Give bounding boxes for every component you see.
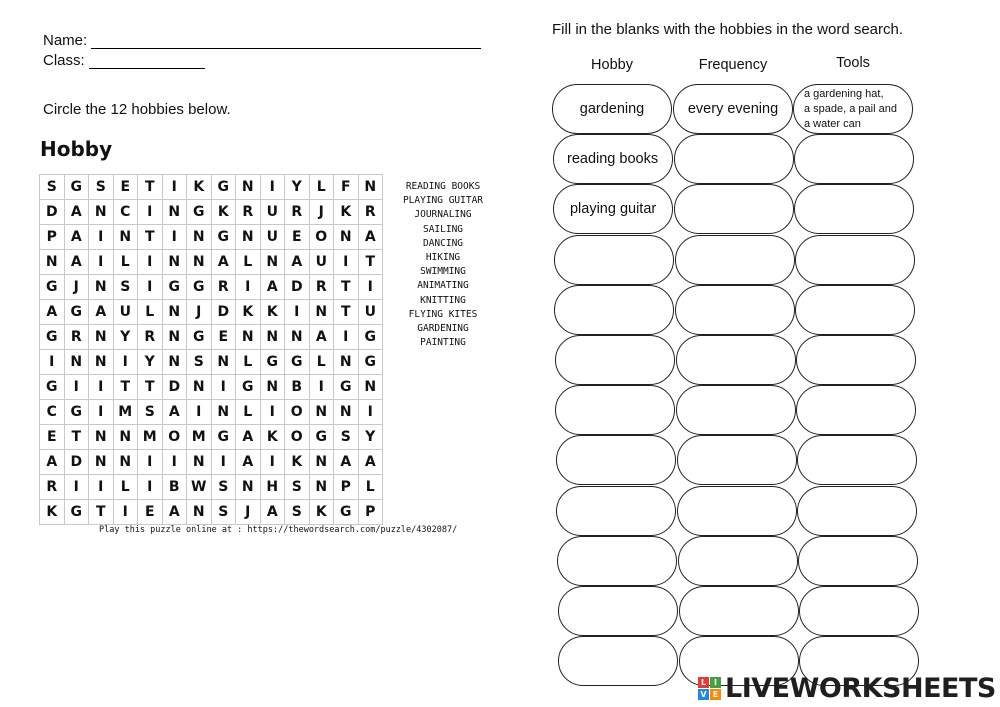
tools-field[interactable]: a gardening hat, a spade, a pail and a water can: [793, 84, 913, 134]
grid-cell[interactable]: U: [358, 300, 383, 325]
grid-cell[interactable]: I: [138, 475, 163, 500]
grid-row: [40, 250, 383, 275]
grid-cell[interactable]: A: [64, 200, 89, 225]
grid-cell[interactable]: I: [40, 350, 65, 375]
grid-cell[interactable]: L: [309, 350, 334, 375]
grid-cell[interactable]: L: [113, 250, 138, 275]
grid-cell[interactable]: N: [162, 300, 187, 325]
grid-cell[interactable]: D: [211, 300, 236, 325]
grid-cell[interactable]: U: [260, 225, 285, 250]
grid-cell[interactable]: N: [236, 325, 261, 350]
grid-cell[interactable]: F: [334, 175, 359, 200]
grid-cell[interactable]: K: [211, 200, 236, 225]
tools-field[interactable]: [794, 184, 914, 234]
grid-cell[interactable]: K: [334, 200, 359, 225]
grid-cell[interactable]: N: [162, 200, 187, 225]
grid-cell[interactable]: N: [113, 450, 138, 475]
grid-cell[interactable]: L: [309, 175, 334, 200]
grid-cell[interactable]: N: [358, 375, 383, 400]
grid-cell[interactable]: A: [358, 225, 383, 250]
grid-cell[interactable]: N: [260, 250, 285, 275]
grid-cell[interactable]: N: [334, 400, 359, 425]
frequency-field[interactable]: every evening: [673, 84, 793, 134]
frequency-field[interactable]: [676, 335, 796, 385]
grid-cell[interactable]: S: [285, 500, 310, 525]
grid-cell[interactable]: P: [334, 475, 359, 500]
grid-cell[interactable]: I: [187, 400, 212, 425]
logo-icon-tile: I: [710, 677, 721, 688]
word-search-grid: [39, 174, 383, 525]
tools-field[interactable]: [796, 385, 916, 435]
grid-cell[interactable]: L: [138, 300, 163, 325]
word-list-item: ANIMATING: [417, 280, 469, 292]
frequency-field[interactable]: [677, 486, 797, 536]
tools-field[interactable]: [795, 235, 915, 285]
grid-cell[interactable]: L: [113, 475, 138, 500]
grid-cell[interactable]: R: [309, 275, 334, 300]
grid-row: [40, 300, 383, 325]
grid-cell[interactable]: I: [138, 450, 163, 475]
grid-cell[interactable]: G: [260, 350, 285, 375]
grid-cell[interactable]: G: [162, 275, 187, 300]
grid-cell[interactable]: T: [89, 500, 114, 525]
grid-row: [40, 175, 383, 200]
grid-cell[interactable]: N: [162, 250, 187, 275]
liveworksheets-logo: [698, 671, 996, 705]
grid-cell[interactable]: P: [358, 500, 383, 525]
hobby-field[interactable]: [556, 435, 676, 485]
grid-cell[interactable]: T: [334, 275, 359, 300]
grid-row: [40, 450, 383, 475]
grid-cell[interactable]: J: [236, 500, 261, 525]
grid-cell[interactable]: N: [89, 450, 114, 475]
grid-cell[interactable]: T: [113, 375, 138, 400]
grid-cell[interactable]: I: [89, 400, 114, 425]
grid-cell[interactable]: Y: [358, 425, 383, 450]
grid-cell[interactable]: I: [113, 350, 138, 375]
column-header-frequency: Frequency: [698, 57, 768, 73]
grid-cell[interactable]: G: [187, 200, 212, 225]
grid-cell[interactable]: N: [89, 275, 114, 300]
grid-cell[interactable]: K: [260, 300, 285, 325]
grid-cell[interactable]: G: [64, 175, 89, 200]
grid-cell[interactable]: I: [89, 250, 114, 275]
grid-cell[interactable]: L: [236, 400, 261, 425]
word-list-item: HIKING: [425, 252, 461, 264]
grid-cell[interactable]: R: [358, 200, 383, 225]
grid-cell[interactable]: C: [113, 200, 138, 225]
tools-field[interactable]: [796, 335, 916, 385]
grid-cell[interactable]: G: [40, 375, 65, 400]
grid-cell[interactable]: A: [64, 225, 89, 250]
tools-field[interactable]: [798, 536, 918, 586]
frequency-field[interactable]: [675, 235, 795, 285]
grid-cell[interactable]: I: [162, 450, 187, 475]
grid-cell[interactable]: W: [187, 475, 212, 500]
hobby-field[interactable]: [558, 636, 678, 686]
grid-cell[interactable]: A: [309, 325, 334, 350]
grid-cell[interactable]: G: [187, 325, 212, 350]
grid-cell[interactable]: N: [334, 225, 359, 250]
grid-cell[interactable]: D: [40, 200, 65, 225]
grid-cell[interactable]: I: [113, 500, 138, 525]
grid-cell[interactable]: A: [236, 425, 261, 450]
grid-cell[interactable]: I: [138, 200, 163, 225]
grid-cell[interactable]: N: [187, 450, 212, 475]
grid-cell[interactable]: S: [211, 475, 236, 500]
word-list-item: PLAYING GUITAR: [402, 195, 484, 207]
grid-cell[interactable]: Y: [285, 175, 310, 200]
grid-cell[interactable]: R: [64, 325, 89, 350]
grid-cell[interactable]: I: [358, 275, 383, 300]
grid-cell[interactable]: I: [89, 475, 114, 500]
grid-cell[interactable]: A: [358, 450, 383, 475]
word-list-item: DANCING: [422, 237, 464, 249]
name-blank[interactable]: [91, 34, 481, 49]
grid-cell[interactable]: I: [334, 325, 359, 350]
circle-instruction: Circle the 12 hobbies below.: [43, 101, 231, 118]
grid-cell[interactable]: I: [211, 450, 236, 475]
grid-cell[interactable]: N: [358, 175, 383, 200]
grid-row: [40, 500, 383, 525]
grid-cell[interactable]: N: [187, 500, 212, 525]
grid-cell[interactable]: C: [40, 400, 65, 425]
grid-cell[interactable]: R: [211, 275, 236, 300]
frequency-field[interactable]: [679, 586, 799, 636]
grid-cell[interactable]: A: [40, 300, 65, 325]
column-header-tools: Tools: [836, 55, 870, 71]
hobby-field[interactable]: [555, 385, 675, 435]
grid-row: [40, 325, 383, 350]
grid-cell[interactable]: O: [285, 400, 310, 425]
frequency-field[interactable]: [678, 536, 798, 586]
grid-cell[interactable]: S: [89, 175, 114, 200]
grid-cell[interactable]: N: [211, 350, 236, 375]
grid-cell[interactable]: U: [113, 300, 138, 325]
grid-cell[interactable]: A: [162, 500, 187, 525]
grid-cell[interactable]: S: [138, 400, 163, 425]
grid-cell[interactable]: N: [187, 225, 212, 250]
grid-cell[interactable]: N: [211, 400, 236, 425]
grid-cell[interactable]: N: [334, 350, 359, 375]
grid-cell[interactable]: N: [89, 350, 114, 375]
grid-cell[interactable]: J: [187, 300, 212, 325]
word-list-item: SAILING: [422, 223, 464, 235]
grid-cell[interactable]: T: [64, 425, 89, 450]
grid-cell[interactable]: H: [260, 475, 285, 500]
tools-field[interactable]: [794, 134, 914, 184]
grid-cell[interactable]: T: [138, 375, 163, 400]
word-list: [397, 180, 489, 350]
grid-cell[interactable]: K: [309, 500, 334, 525]
grid-cell[interactable]: G: [40, 275, 65, 300]
grid-cell[interactable]: L: [236, 350, 261, 375]
class-blank[interactable]: [89, 54, 205, 69]
class-label: Class:: [43, 52, 85, 69]
grid-cell[interactable]: N: [162, 350, 187, 375]
grid-cell[interactable]: N: [236, 175, 261, 200]
hobby-field[interactable]: [555, 335, 675, 385]
grid-row: [40, 275, 383, 300]
puzzle-title: Hobby: [40, 137, 113, 161]
tools-field[interactable]: [799, 586, 919, 636]
grid-cell[interactable]: E: [113, 175, 138, 200]
grid-cell[interactable]: A: [162, 400, 187, 425]
grid-row: [40, 200, 383, 225]
hobby-field[interactable]: reading books: [553, 134, 673, 184]
grid-cell[interactable]: D: [64, 450, 89, 475]
grid-cell[interactable]: I: [138, 275, 163, 300]
name-row: [43, 32, 481, 49]
grid-cell[interactable]: N: [89, 425, 114, 450]
grid-cell[interactable]: R: [285, 200, 310, 225]
word-list-item: SWIMMING: [420, 266, 466, 278]
hobby-field[interactable]: [556, 486, 676, 536]
frequency-field[interactable]: [677, 435, 797, 485]
grid-cell[interactable]: A: [285, 250, 310, 275]
grid-cell[interactable]: A: [211, 250, 236, 275]
grid-row: [40, 350, 383, 375]
grid-cell[interactable]: N: [309, 475, 334, 500]
grid-cell[interactable]: G: [211, 225, 236, 250]
grid-cell[interactable]: G: [334, 500, 359, 525]
logo-icon-tile: L: [698, 677, 709, 688]
grid-cell[interactable]: I: [89, 375, 114, 400]
tools-field[interactable]: [797, 435, 917, 485]
grid-cell[interactable]: N: [285, 325, 310, 350]
hobby-field[interactable]: gardening: [552, 84, 672, 134]
name-label: Name:: [43, 32, 88, 49]
frequency-field[interactable]: [674, 134, 794, 184]
grid-row: [40, 475, 383, 500]
hobby-field[interactable]: [558, 586, 678, 636]
grid-cell[interactable]: G: [334, 375, 359, 400]
frequency-field[interactable]: [676, 385, 796, 435]
grid-cell[interactable]: G: [211, 425, 236, 450]
grid-cell[interactable]: S: [40, 175, 65, 200]
grid-cell[interactable]: O: [162, 425, 187, 450]
grid-row: [40, 425, 383, 450]
grid-cell[interactable]: R: [138, 325, 163, 350]
grid-cell[interactable]: G: [236, 375, 261, 400]
grid-cell[interactable]: O: [309, 225, 334, 250]
grid-cell[interactable]: G: [64, 500, 89, 525]
grid-cell[interactable]: N: [236, 475, 261, 500]
grid-cell[interactable]: T: [358, 250, 383, 275]
grid-cell[interactable]: N: [89, 200, 114, 225]
grid-row: [40, 375, 383, 400]
grid-cell[interactable]: I: [162, 175, 187, 200]
grid-cell[interactable]: G: [358, 325, 383, 350]
grid-cell[interactable]: U: [260, 200, 285, 225]
grid-cell[interactable]: A: [64, 250, 89, 275]
grid-cell[interactable]: I: [64, 475, 89, 500]
class-row: [43, 52, 205, 69]
word-list-item: GARDENING: [417, 323, 469, 335]
grid-cell[interactable]: N: [309, 450, 334, 475]
grid-cell[interactable]: B: [285, 375, 310, 400]
grid-cell[interactable]: N: [162, 325, 187, 350]
grid-cell[interactable]: S: [211, 500, 236, 525]
frequency-field[interactable]: [675, 285, 795, 335]
grid-cell[interactable]: A: [260, 275, 285, 300]
grid-cell[interactable]: B: [162, 475, 187, 500]
grid-cell[interactable]: R: [236, 200, 261, 225]
word-list-item: KNITTING: [420, 294, 466, 306]
grid-cell[interactable]: S: [334, 425, 359, 450]
grid-cell[interactable]: P: [40, 225, 65, 250]
grid-cell[interactable]: M: [113, 400, 138, 425]
tools-field[interactable]: [797, 486, 917, 536]
grid-cell[interactable]: A: [334, 450, 359, 475]
grid-cell[interactable]: T: [138, 175, 163, 200]
grid-cell[interactable]: T: [334, 300, 359, 325]
grid-cell[interactable]: E: [285, 225, 310, 250]
grid-cell[interactable]: R: [40, 475, 65, 500]
grid-cell[interactable]: N: [89, 325, 114, 350]
grid-cell[interactable]: G: [40, 325, 65, 350]
grid-cell[interactable]: A: [236, 450, 261, 475]
puzzle-footer-url: Play this puzzle online at : https://thewordsearch.com/puzzle/4302087/: [99, 525, 458, 535]
grid-cell[interactable]: Y: [138, 350, 163, 375]
grid-cell[interactable]: K: [236, 300, 261, 325]
grid-cell[interactable]: E: [211, 325, 236, 350]
word-list-item: FLYING KITES: [408, 308, 478, 320]
word-list-item: READING BOOKS: [405, 181, 481, 192]
grid-cell[interactable]: J: [64, 275, 89, 300]
grid-cell[interactable]: L: [358, 475, 383, 500]
column-header-hobby: Hobby: [591, 57, 633, 73]
grid-cell[interactable]: O: [285, 425, 310, 450]
grid-cell[interactable]: N: [113, 225, 138, 250]
logo-icon-tile: V: [698, 689, 709, 700]
grid-cell[interactable]: S: [187, 350, 212, 375]
grid-cell[interactable]: N: [113, 425, 138, 450]
grid-cell[interactable]: I: [64, 375, 89, 400]
grid-cell[interactable]: G: [358, 350, 383, 375]
word-list-item: JOURNALING: [414, 209, 472, 221]
grid-cell[interactable]: G: [285, 350, 310, 375]
grid-cell[interactable]: K: [40, 500, 65, 525]
hobby-field[interactable]: [557, 536, 677, 586]
grid-cell[interactable]: A: [89, 300, 114, 325]
logo-text: LIVEWORKSHEETS: [725, 672, 996, 704]
grid-cell[interactable]: M: [138, 425, 163, 450]
grid-cell[interactable]: I: [309, 375, 334, 400]
grid-cell[interactable]: N: [187, 375, 212, 400]
hobby-field[interactable]: playing guitar: [553, 184, 673, 234]
grid-cell[interactable]: N: [64, 350, 89, 375]
grid-cell[interactable]: I: [138, 250, 163, 275]
grid-cell[interactable]: N: [187, 250, 212, 275]
grid-cell[interactable]: A: [260, 500, 285, 525]
grid-cell[interactable]: G: [187, 275, 212, 300]
grid-row: [40, 400, 383, 425]
grid-cell[interactable]: E: [138, 500, 163, 525]
grid-cell[interactable]: G: [64, 400, 89, 425]
grid-cell[interactable]: N: [309, 300, 334, 325]
hobby-field[interactable]: [554, 285, 674, 335]
grid-cell[interactable]: N: [236, 225, 261, 250]
grid-cell[interactable]: G: [64, 300, 89, 325]
grid-cell[interactable]: D: [285, 275, 310, 300]
grid-cell[interactable]: N: [40, 250, 65, 275]
grid-cell[interactable]: A: [40, 450, 65, 475]
logo-icon-tile: E: [710, 689, 721, 700]
liveworksheets-icon: [698, 677, 721, 700]
grid-cell[interactable]: I: [285, 300, 310, 325]
grid-cell[interactable]: S: [113, 275, 138, 300]
grid-cell[interactable]: N: [260, 325, 285, 350]
grid-cell[interactable]: D: [162, 375, 187, 400]
grid-cell[interactable]: I: [162, 225, 187, 250]
grid-cell[interactable]: G: [211, 175, 236, 200]
hobby-field[interactable]: [554, 235, 674, 285]
grid-cell[interactable]: S: [285, 475, 310, 500]
grid-cell[interactable]: I: [211, 375, 236, 400]
grid-cell[interactable]: I: [260, 175, 285, 200]
grid-cell[interactable]: I: [89, 225, 114, 250]
grid-cell[interactable]: T: [138, 225, 163, 250]
grid-cell[interactable]: Y: [113, 325, 138, 350]
grid-cell[interactable]: K: [260, 425, 285, 450]
grid-cell[interactable]: I: [236, 275, 261, 300]
grid-cell[interactable]: K: [187, 175, 212, 200]
grid-cell[interactable]: E: [40, 425, 65, 450]
grid-cell[interactable]: N: [309, 400, 334, 425]
grid-cell[interactable]: U: [309, 250, 334, 275]
grid-cell[interactable]: M: [187, 425, 212, 450]
grid-cell[interactable]: I: [334, 250, 359, 275]
fill-instruction: Fill in the blanks with the hobbies in the word search.: [552, 21, 904, 38]
grid-cell[interactable]: I: [358, 400, 383, 425]
grid-cell[interactable]: N: [260, 375, 285, 400]
grid-cell[interactable]: L: [236, 250, 261, 275]
grid-cell[interactable]: I: [260, 400, 285, 425]
frequency-field[interactable]: [674, 184, 794, 234]
grid-cell[interactable]: I: [260, 450, 285, 475]
grid-cell[interactable]: K: [285, 450, 310, 475]
word-list-item: PAINTING: [420, 337, 466, 349]
tools-field[interactable]: [795, 285, 915, 335]
grid-cell[interactable]: J: [309, 200, 334, 225]
grid-cell[interactable]: G: [309, 425, 334, 450]
grid-row: [40, 225, 383, 250]
